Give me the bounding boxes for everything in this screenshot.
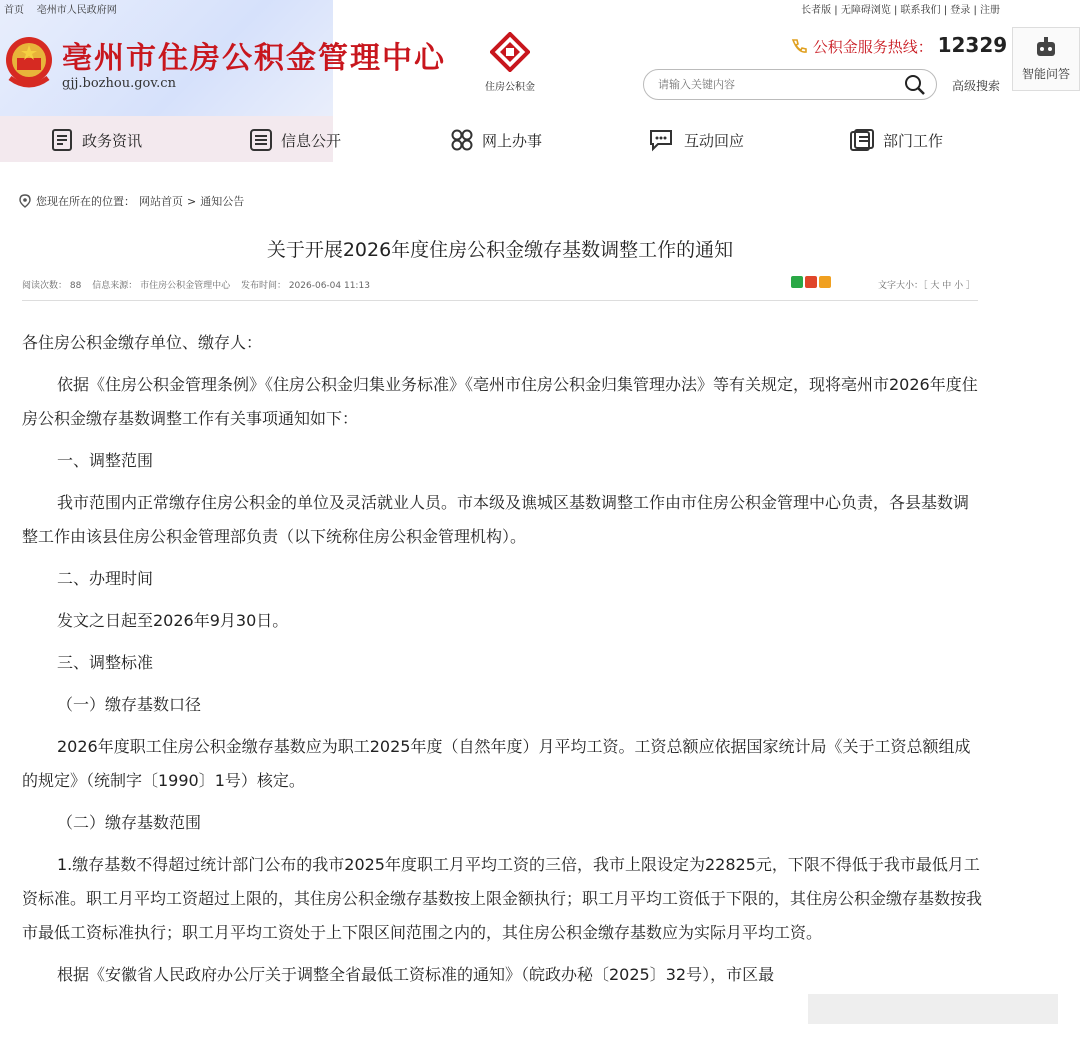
home-link[interactable]: 首页 — [4, 5, 24, 16]
favorite-icon[interactable] — [819, 276, 831, 288]
gov-site-link[interactable]: 亳州市人民政府网 — [36, 5, 117, 16]
body-paragraph: 我市范围内正常缴存住房公积金的单位及灵活就业人员。市本级及谯城区基数调整工作由市住房公积金管理中心负责，各县基数调整工作由该县住房公积金管理部负责（以下统称住房公积金管理机构）。 — [22, 493, 970, 546]
advanced-search-link[interactable]: 高级搜索 — [952, 79, 1001, 93]
utility-links[interactable]: 长者版 | 无障碍浏览 | 联系我们 | 登录 | 注册 — [801, 5, 1000, 16]
breadcrumb-current[interactable]: 通知公告 — [200, 195, 245, 208]
search-box — [643, 69, 937, 100]
breadcrumb-separator: > — [187, 194, 197, 208]
body-paragraph: 2026年度职工住房公积金缴存基数应为职工2025年度（自然年度）月平均工资。工资总额应依据国家统计局《关于工资总额组成的规定》（统制字〔1990〕1号）核定。 — [22, 737, 971, 790]
nav-item-disclosure[interactable] — [249, 128, 341, 152]
section-heading: 三、调整标准 — [57, 653, 154, 672]
body-paragraph: 发文之日起至2026年9月30日。 — [57, 611, 289, 630]
site-url: gjj.bozhou.gov.cn — [62, 76, 176, 91]
smart-qa-label: 智能问答 — [1021, 67, 1070, 81]
briefcase-icon — [849, 128, 875, 152]
national-emblem-icon — [4, 34, 54, 92]
smart-qa-button[interactable] — [1012, 27, 1080, 91]
read-count: 阅读次数： 88 — [22, 281, 82, 291]
subsection-heading: （一）缴存基数口径 — [57, 695, 202, 714]
location-pin-icon — [18, 194, 32, 208]
wechat-share-icon[interactable] — [791, 276, 803, 288]
meta-divider — [22, 300, 978, 301]
site-title: 亳州市住房公积金管理中心 — [62, 41, 446, 76]
article-body — [22, 326, 982, 1000]
salutation: 各住房公积金缴存单位、缴存人： — [22, 333, 263, 352]
top-strip — [0, 0, 1080, 16]
nav-item-news[interactable] — [50, 128, 142, 152]
nav-label: 部门工作 — [883, 131, 944, 150]
share-buttons — [791, 276, 831, 288]
breadcrumb — [18, 193, 248, 209]
watermark-overlay — [808, 994, 1058, 1024]
phone-icon — [790, 38, 808, 54]
housing-fund-logo — [470, 32, 550, 98]
document-icon — [50, 128, 74, 152]
search-input[interactable] — [656, 77, 900, 92]
list-icon — [249, 128, 273, 152]
hotline-label: 公积金服务热线： — [812, 38, 933, 56]
nav-item-department[interactable] — [849, 128, 943, 152]
publish-date: 发布时间： 2026-06-04 11:13 — [240, 281, 370, 291]
body-paragraph: 根据《安徽省人民政府办公厅关于调整全省最低工资标准的通知》（皖政办秘〔2025〕32号），市区最 — [57, 965, 775, 984]
intro-paragraph: 依据《住房公积金管理条例》《住房公积金归集业务标准》《亳州市住房公积金归集管理办法》等有关规定，现将亳州市2026年度住房公积金缴存基数调整工作有关事项通知如下： — [22, 375, 978, 428]
robot-icon — [1032, 34, 1060, 62]
hotline-number: 12329 — [937, 33, 1008, 57]
breadcrumb-home[interactable]: 网站首页 — [139, 195, 183, 208]
main-nav — [0, 116, 1080, 162]
breadcrumb-label: 您现在所在的位置： — [36, 195, 135, 208]
nav-label: 政务资讯 — [82, 131, 143, 150]
section-heading: 二、办理时间 — [57, 569, 154, 588]
housing-fund-logo-icon — [490, 32, 530, 72]
font-size-control[interactable]: 文字大小：［ 大 中 小 ］ — [878, 281, 975, 291]
grid-icon — [450, 128, 474, 152]
info-source: 信息来源： 市住房公积金管理中心 — [92, 281, 231, 291]
chat-icon — [648, 128, 676, 152]
section-heading: 一、调整范围 — [57, 451, 154, 470]
service-hotline — [790, 33, 1007, 57]
logo-text: 住房公积金 — [485, 82, 535, 93]
subsection-heading: （二）缴存基数范围 — [57, 813, 202, 832]
nav-item-interaction[interactable] — [648, 128, 744, 152]
nav-item-online-service[interactable] — [450, 128, 542, 152]
search-icon[interactable] — [904, 74, 926, 96]
nav-label: 信息公开 — [281, 131, 342, 150]
article-title: 关于开展2026年度住房公积金缴存基数调整工作的通知 — [266, 239, 734, 261]
nav-label: 互动回应 — [684, 131, 745, 150]
article-meta — [22, 278, 378, 291]
weibo-share-icon[interactable] — [805, 276, 817, 288]
body-paragraph: 1.缴存基数不得超过统计部门公布的我市2025年度职工月平均工资的三倍，我市上限设定为22825元，下限不得低于我市最低月工资标准。职工月平均工资超过上限的，其住房公积金缴存基数按上限金额执行；职工月平均工资低于下限的，其住房公积金缴存基数按我市最低工资标准执行；职工月平均工资处于上下限区间范围之内的，其住房公积金缴存基数应为实际月平均工资。 — [22, 855, 983, 942]
nav-label: 网上办事 — [482, 131, 543, 150]
